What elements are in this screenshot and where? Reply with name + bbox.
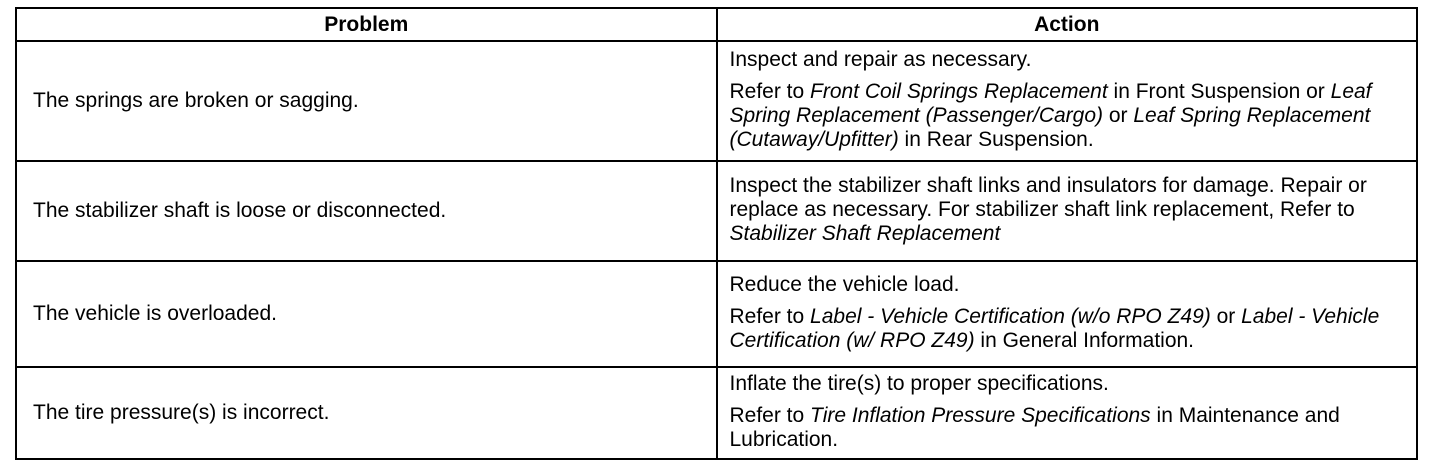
reference-title: Leaf Spring Replacement (Cutaway/Upfitter): [729, 104, 1371, 151]
action-paragraph: [730, 404, 1405, 452]
problem-cell: The springs are broken or sagging.: [16, 41, 717, 161]
table-row: [16, 367, 1417, 459]
reference-title: Tire Inflation Pressure Specifications: [810, 404, 1151, 427]
reference-title: Leaf Spring Replacement (Passenger/Cargo): [729, 80, 1372, 127]
action-text: Inspect the stabilizer shaft links and insulators for damage. Repair or replace as necessary. For stabilizer shaft link replacement, Refer to: [729, 174, 1367, 221]
table-row: [16, 161, 1417, 261]
reference-title: Front Coil Springs Replacement: [810, 80, 1108, 103]
action-paragraph: Reduce the vehicle load.: [729, 273, 960, 296]
action-column-header: Action: [717, 8, 1418, 41]
action-paragraph: [730, 174, 1405, 246]
action-text: Refer to: [729, 80, 811, 103]
problem-column-header: Problem: [16, 8, 717, 41]
action-text: or: [1210, 305, 1242, 328]
action-cell: [717, 41, 1418, 161]
action-paragraph: [730, 305, 1405, 353]
problem-cell: The stabilizer shaft is loose or disconnected.: [16, 161, 717, 261]
action-text: or: [1103, 104, 1134, 127]
action-text: in Rear Suspension.: [898, 128, 1094, 151]
diagnosis-table-container: [15, 7, 1418, 460]
table-header-row: [16, 8, 1417, 41]
action-paragraph: [730, 80, 1405, 152]
action-cell: [717, 367, 1418, 459]
table-row: [16, 41, 1417, 161]
table-row: [16, 261, 1417, 367]
problem-cell: The tire pressure(s) is incorrect.: [16, 367, 717, 459]
action-cell: [717, 261, 1418, 367]
reference-title: Label - Vehicle Certification (w/o RPO Z49): [810, 305, 1211, 328]
action-text: in Front Suspension or: [1107, 80, 1331, 103]
diagnosis-table: [15, 7, 1418, 460]
action-paragraph: Inflate the tire(s) to proper specifications.: [729, 372, 1109, 395]
action-text: Refer to: [729, 404, 811, 427]
reference-title: Label - Vehicle Certification (w/ RPO Z49): [729, 305, 1380, 352]
action-cell: [717, 161, 1418, 261]
action-text: Refer to: [729, 305, 811, 328]
action-text: in General Information.: [974, 329, 1195, 352]
reference-title: Stabilizer Shaft Replacement: [729, 222, 1001, 245]
problem-cell: The vehicle is overloaded.: [16, 261, 717, 367]
action-text: in Maintenance and Lubrication.: [729, 404, 1340, 451]
action-paragraph: Inspect and repair as necessary.: [729, 48, 1032, 71]
